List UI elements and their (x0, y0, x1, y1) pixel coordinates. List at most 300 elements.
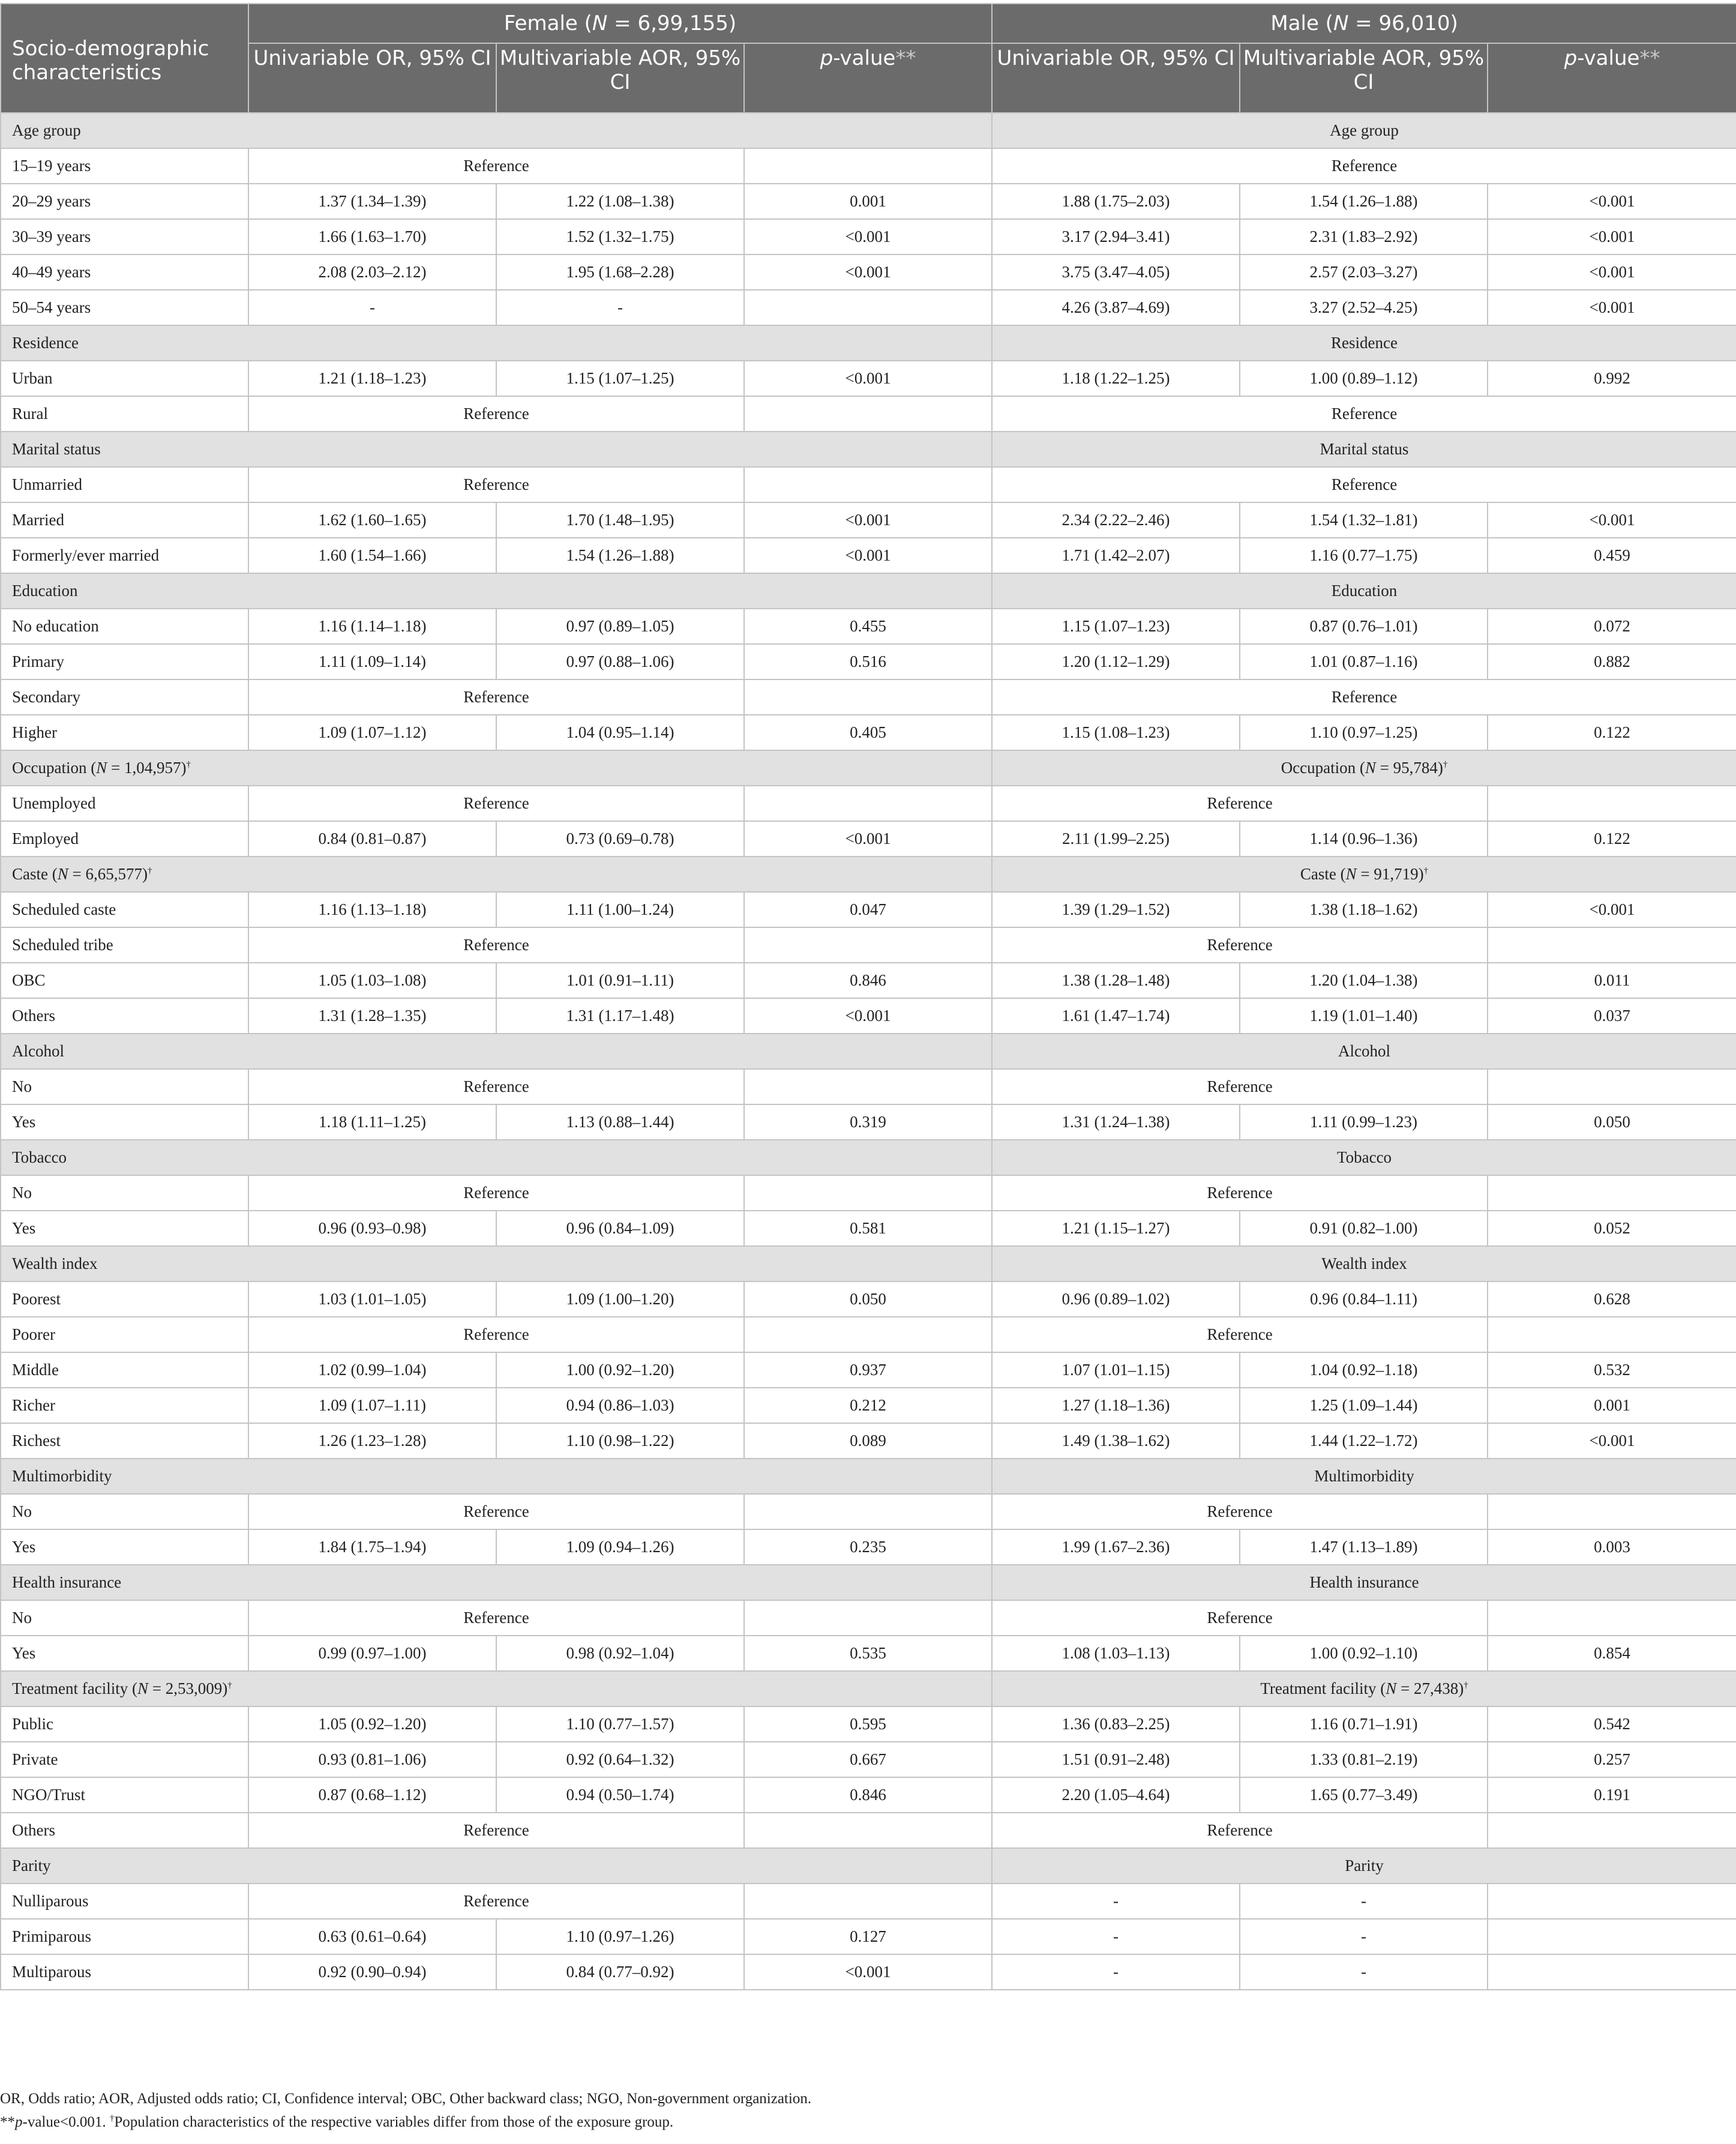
male-aor: 3.27 (2.52–4.25) (1240, 290, 1488, 325)
male-or: 1.07 (1.01–1.15) (992, 1352, 1240, 1388)
section-label-male (992, 1034, 1736, 1069)
male-pvalue: <0.001 (1488, 219, 1736, 254)
female-pvalue: 0.535 (744, 1636, 992, 1671)
female-pvalue: 0.127 (744, 1919, 992, 1954)
table-row (1, 361, 1736, 396)
female-reference: Reference (248, 1175, 744, 1211)
female-pvalue (744, 148, 992, 184)
section-n-symbol: N (1345, 865, 1357, 883)
section-label-text: Age group (12, 121, 81, 139)
section-label-text: Age group (1330, 121, 1399, 139)
female-pvalue: 0.047 (744, 892, 992, 927)
male-pvalue (1488, 1884, 1736, 1919)
female-or: - (248, 290, 496, 325)
female-pvalue: 0.235 (744, 1529, 992, 1565)
section-label-text: Occupation ( (12, 759, 97, 777)
female-pvalue (744, 1600, 992, 1636)
row-label: Nulliparous (1, 1884, 248, 1919)
section-n-symbol: N (1386, 1679, 1397, 1697)
section-row (1, 1246, 1736, 1281)
male-or: 1.51 (0.91–2.48) (992, 1742, 1240, 1777)
female-aor: 0.73 (0.69–0.78) (496, 821, 744, 857)
male-pvalue: <0.001 (1488, 502, 1736, 538)
female-aor: 1.22 (1.08–1.38) (496, 184, 744, 219)
male-reference: Reference (992, 1175, 1488, 1211)
male-reference: Reference (992, 396, 1736, 432)
female-aor: 1.52 (1.32–1.75) (496, 219, 744, 254)
section-label-male (992, 432, 1736, 467)
female-aor: 1.09 (0.94–1.26) (496, 1529, 744, 1565)
table-row (1, 1954, 1736, 1990)
row-label: Others (1, 998, 248, 1034)
female-pvalue (744, 1494, 992, 1529)
male-pvalue: 0.003 (1488, 1529, 1736, 1565)
section-dagger: † (227, 1681, 232, 1690)
female-or: 0.96 (0.93–0.98) (248, 1211, 496, 1246)
female-pvalue: <0.001 (744, 219, 992, 254)
row-label: Unemployed (1, 786, 248, 821)
male-pvalue (1488, 1954, 1736, 1990)
table-row (1, 1175, 1736, 1211)
female-pvalue: <0.001 (744, 254, 992, 290)
row-label: Richest (1, 1423, 248, 1459)
table-row (1, 219, 1736, 254)
male-aor: 1.04 (0.92–1.18) (1240, 1352, 1488, 1388)
female-pvalue: 0.595 (744, 1706, 992, 1742)
section-n-value: = 91,719) (1356, 865, 1424, 883)
section-label-text: Tobacco (1337, 1148, 1392, 1166)
female-pvalue: 0.846 (744, 963, 992, 998)
male-or: 2.34 (2.22–2.46) (992, 502, 1240, 538)
female-aor: 0.97 (0.88–1.06) (496, 644, 744, 679)
male-reference: Reference (992, 467, 1736, 502)
table-row (1, 396, 1736, 432)
female-or: 1.09 (1.07–1.11) (248, 1388, 496, 1423)
male-post: = 96,010) (1348, 11, 1458, 35)
male-pvalue: 0.072 (1488, 609, 1736, 644)
female-aor: 1.15 (1.07–1.25) (496, 361, 744, 396)
female-or: 1.37 (1.34–1.39) (248, 184, 496, 219)
header-male-univariable: Univariable OR, 95% CI (992, 43, 1240, 113)
male-or: 1.71 (1.42–2.07) (992, 538, 1240, 573)
table-row (1, 1884, 1736, 1919)
section-label-text: Wealth index (12, 1254, 98, 1272)
male-aor: 1.00 (0.89–1.12) (1240, 361, 1488, 396)
male-pvalue: 0.257 (1488, 1742, 1736, 1777)
female-or: 1.31 (1.28–1.35) (248, 998, 496, 1034)
section-row (1, 573, 1736, 609)
male-or: 1.88 (1.75–2.03) (992, 184, 1240, 219)
female-reference: Reference (248, 679, 744, 715)
section-label-text: Residence (12, 334, 79, 352)
male-or: - (992, 1919, 1240, 1954)
table-row (1, 1636, 1736, 1671)
footnote-pvalue-text: -value<0.001. (22, 2114, 110, 2130)
male-pvalue (1488, 1069, 1736, 1104)
female-aor: 1.04 (0.95–1.14) (496, 715, 744, 750)
male-aor: 1.38 (1.18–1.62) (1240, 892, 1488, 927)
section-label-female (1, 1565, 992, 1600)
section-row (1, 1671, 1736, 1706)
male-reference: Reference (992, 1600, 1488, 1636)
female-pvalue (744, 290, 992, 325)
section-label-male (992, 1848, 1736, 1884)
male-aor: 1.44 (1.22–1.72) (1240, 1423, 1488, 1459)
male-aor: 1.11 (0.99–1.23) (1240, 1104, 1488, 1140)
section-row (1, 432, 1736, 467)
row-label: 40–49 years (1, 254, 248, 290)
male-or: 1.38 (1.28–1.48) (992, 963, 1240, 998)
p-text: -value (833, 46, 896, 70)
table-row (1, 963, 1736, 998)
male-pvalue: 0.052 (1488, 1211, 1736, 1246)
female-or: 1.05 (1.03–1.08) (248, 963, 496, 998)
male-or: 1.39 (1.29–1.52) (992, 892, 1240, 927)
section-label-female (1, 1246, 992, 1281)
male-aor: 1.14 (0.96–1.36) (1240, 821, 1488, 857)
male-aor: 1.01 (0.87–1.16) (1240, 644, 1488, 679)
section-dagger: † (186, 760, 191, 769)
female-aor: 0.94 (0.86–1.03) (496, 1388, 744, 1423)
table-row (1, 927, 1736, 963)
male-or: 1.18 (1.22–1.25) (992, 361, 1240, 396)
male-aor: 1.47 (1.13–1.89) (1240, 1529, 1488, 1565)
section-row (1, 1459, 1736, 1494)
header-female-univariable: Univariable OR, 95% CI (248, 43, 496, 113)
male-or: 2.20 (1.05–4.64) (992, 1777, 1240, 1813)
male-aor: - (1240, 1884, 1488, 1919)
female-or: 1.09 (1.07–1.12) (248, 715, 496, 750)
section-label-female (1, 857, 992, 892)
male-aor: 1.25 (1.09–1.44) (1240, 1388, 1488, 1423)
male-reference: Reference (992, 1813, 1488, 1848)
female-pvalue: 0.455 (744, 609, 992, 644)
male-aor: 2.57 (2.03–3.27) (1240, 254, 1488, 290)
female-aor: 0.96 (0.84–1.09) (496, 1211, 744, 1246)
footnote-abbreviations (0, 2091, 811, 2107)
male-reference: Reference (992, 927, 1488, 963)
section-label-male (992, 750, 1736, 786)
female-pvalue (744, 1813, 992, 1848)
female-pre: Female ( (503, 11, 592, 35)
row-label: No (1, 1494, 248, 1529)
section-label-text: Multimorbidity (12, 1467, 112, 1485)
row-label: Higher (1, 715, 248, 750)
section-row (1, 857, 1736, 892)
row-label: Richer (1, 1388, 248, 1423)
table-row (1, 1281, 1736, 1317)
table-body (1, 113, 1736, 1990)
female-aor: 1.09 (1.00–1.20) (496, 1281, 744, 1317)
male-n: N (1333, 11, 1349, 35)
section-label-female (1, 1140, 992, 1175)
female-pvalue: <0.001 (744, 502, 992, 538)
row-label: Secondary (1, 679, 248, 715)
female-or: 1.66 (1.63–1.70) (248, 219, 496, 254)
female-pvalue: 0.089 (744, 1423, 992, 1459)
section-row (1, 1565, 1736, 1600)
male-or: 3.75 (3.47–4.05) (992, 254, 1240, 290)
table-row (1, 1742, 1736, 1777)
female-aor: 1.95 (1.68–2.28) (496, 254, 744, 290)
table-row (1, 679, 1736, 715)
male-aor: 1.10 (0.97–1.25) (1240, 715, 1488, 750)
male-pvalue: 0.001 (1488, 1388, 1736, 1423)
male-reference: Reference (992, 148, 1736, 184)
table-container (0, 3, 1736, 1990)
male-or: 4.26 (3.87–4.69) (992, 290, 1240, 325)
section-label-text: Occupation ( (1281, 759, 1365, 777)
p-stars: ** (1639, 46, 1660, 70)
female-post: = 6,99,155) (607, 11, 737, 35)
row-label: Public (1, 1706, 248, 1742)
table-row (1, 184, 1736, 219)
female-pvalue (744, 396, 992, 432)
section-label-text: Parity (12, 1856, 51, 1874)
row-label: No (1, 1175, 248, 1211)
female-aor: 1.13 (0.88–1.44) (496, 1104, 744, 1140)
section-n-value: = 95,784) (1375, 759, 1443, 777)
table-row (1, 290, 1736, 325)
male-pvalue (1488, 1494, 1736, 1529)
female-pvalue (744, 1884, 992, 1919)
female-pvalue: 0.516 (744, 644, 992, 679)
header-male-multivariable: Multivariable AOR, 95% CI (1240, 43, 1488, 113)
female-or: 1.18 (1.11–1.25) (248, 1104, 496, 1140)
section-label-text: Marital status (1320, 440, 1409, 458)
row-label: Yes (1, 1529, 248, 1565)
female-pvalue: 0.212 (744, 1388, 992, 1423)
table-row (1, 1104, 1736, 1140)
section-label-text: Multimorbidity (1314, 1467, 1414, 1485)
row-label: Rural (1, 396, 248, 432)
section-row (1, 1034, 1736, 1069)
section-label-male (992, 1459, 1736, 1494)
male-or: 1.21 (1.15–1.27) (992, 1211, 1240, 1246)
row-label: Yes (1, 1636, 248, 1671)
row-label: Scheduled caste (1, 892, 248, 927)
row-label: Scheduled tribe (1, 927, 248, 963)
p-stars: ** (895, 46, 916, 70)
table-row (1, 1529, 1736, 1565)
table-header (1, 4, 1736, 113)
male-aor: 1.54 (1.26–1.88) (1240, 184, 1488, 219)
header-female-pvalue (744, 43, 992, 113)
female-n: N (592, 11, 608, 35)
male-or: 0.96 (0.89–1.02) (992, 1281, 1240, 1317)
female-reference: Reference (248, 1317, 744, 1352)
male-or: 1.99 (1.67–2.36) (992, 1529, 1240, 1565)
male-pvalue: 0.050 (1488, 1104, 1736, 1140)
section-label-female (1, 573, 992, 609)
table-row (1, 1317, 1736, 1352)
section-label-male (992, 325, 1736, 361)
male-pvalue (1488, 786, 1736, 821)
section-label-female (1, 1459, 992, 1494)
section-label-male (992, 113, 1736, 148)
row-label: No (1, 1600, 248, 1636)
footnote-stars: ** (0, 2114, 15, 2130)
table-row (1, 1211, 1736, 1246)
female-aor: 1.10 (0.97–1.26) (496, 1919, 744, 1954)
male-aor: - (1240, 1954, 1488, 1990)
row-label: No (1, 1069, 248, 1104)
female-aor: 1.10 (0.77–1.57) (496, 1706, 744, 1742)
male-pvalue (1488, 1317, 1736, 1352)
table-row (1, 609, 1736, 644)
male-pvalue: 0.542 (1488, 1706, 1736, 1742)
section-n-symbol: N (1365, 759, 1376, 777)
section-dagger: † (1464, 1681, 1468, 1690)
female-aor: 1.54 (1.26–1.88) (496, 538, 744, 573)
section-label-male (992, 1246, 1736, 1281)
section-label-female (1, 1848, 992, 1884)
row-label: Urban (1, 361, 248, 396)
male-aor: 1.33 (0.81–2.19) (1240, 1742, 1488, 1777)
female-pvalue: <0.001 (744, 821, 992, 857)
male-aor: 1.16 (0.77–1.75) (1240, 538, 1488, 573)
male-pvalue (1488, 1813, 1736, 1848)
female-reference: Reference (248, 1600, 744, 1636)
header-characteristics (1, 4, 248, 113)
table-row (1, 502, 1736, 538)
male-reference: Reference (992, 679, 1736, 715)
header-male (992, 4, 1736, 43)
female-reference: Reference (248, 396, 744, 432)
section-n-value: = 27,438) (1396, 1679, 1464, 1697)
table-row (1, 715, 1736, 750)
female-or: 1.60 (1.54–1.66) (248, 538, 496, 573)
table-row (1, 1388, 1736, 1423)
female-or: 2.08 (2.03–2.12) (248, 254, 496, 290)
row-label: Employed (1, 821, 248, 857)
male-or: 3.17 (2.94–3.41) (992, 219, 1240, 254)
female-pvalue (744, 467, 992, 502)
footnote-significance (0, 2114, 673, 2131)
section-n-value: = 6,65,577) (68, 865, 148, 883)
row-label: NGO/Trust (1, 1777, 248, 1813)
row-label: No education (1, 609, 248, 644)
female-aor: 1.00 (0.92–1.20) (496, 1352, 744, 1388)
female-reference: Reference (248, 1494, 744, 1529)
female-or: 1.11 (1.09–1.14) (248, 644, 496, 679)
female-or: 1.21 (1.18–1.23) (248, 361, 496, 396)
section-label-text: Health insurance (12, 1573, 122, 1591)
male-pvalue: 0.037 (1488, 998, 1736, 1034)
female-aor: 1.11 (1.00–1.24) (496, 892, 744, 927)
section-label-male (992, 1565, 1736, 1600)
table-row (1, 1352, 1736, 1388)
section-label-text: Alcohol (1338, 1042, 1391, 1060)
male-reference: Reference (992, 1494, 1488, 1529)
female-aor: 1.70 (1.48–1.95) (496, 502, 744, 538)
section-row (1, 1140, 1736, 1175)
male-aor: 1.16 (0.71–1.91) (1240, 1706, 1488, 1742)
female-pvalue (744, 1069, 992, 1104)
section-row (1, 325, 1736, 361)
male-aor: 2.31 (1.83–2.92) (1240, 219, 1488, 254)
row-label: Married (1, 502, 248, 538)
female-pvalue (744, 1317, 992, 1352)
male-aor: 0.87 (0.76–1.01) (1240, 609, 1488, 644)
female-pvalue (744, 1175, 992, 1211)
section-dagger: † (147, 866, 152, 876)
section-row (1, 1848, 1736, 1884)
table-row (1, 467, 1736, 502)
male-or: 1.49 (1.38–1.62) (992, 1423, 1240, 1459)
female-or: 0.92 (0.90–0.94) (248, 1954, 496, 1990)
male-or: 1.15 (1.08–1.23) (992, 715, 1240, 750)
row-label: Multiparous (1, 1954, 248, 1990)
section-label-male (992, 857, 1736, 892)
section-label-male (992, 1140, 1736, 1175)
male-aor: 1.19 (1.01–1.40) (1240, 998, 1488, 1034)
section-label-text: Parity (1345, 1856, 1384, 1874)
row-label: 50–54 years (1, 290, 248, 325)
male-aor: - (1240, 1919, 1488, 1954)
row-label: Yes (1, 1104, 248, 1140)
row-label: Middle (1, 1352, 248, 1388)
female-pvalue: <0.001 (744, 361, 992, 396)
section-label-male (992, 573, 1736, 609)
female-aor: 0.94 (0.50–1.74) (496, 1777, 744, 1813)
female-or: 1.26 (1.23–1.28) (248, 1423, 496, 1459)
male-or: 1.27 (1.18–1.36) (992, 1388, 1240, 1423)
female-pvalue: 0.937 (744, 1352, 992, 1388)
female-aor: 1.10 (0.98–1.22) (496, 1423, 744, 1459)
male-or: 1.36 (0.83–2.25) (992, 1706, 1240, 1742)
female-pvalue: 0.319 (744, 1104, 992, 1140)
footnote-population-text: Population characteristics of the respective variables differ from those of the exposure group. (114, 2114, 674, 2130)
row-label: 30–39 years (1, 219, 248, 254)
row-label: Yes (1, 1211, 248, 1246)
table-row (1, 254, 1736, 290)
section-label-text: Treatment facility ( (12, 1679, 137, 1697)
female-reference: Reference (248, 467, 744, 502)
section-row (1, 113, 1736, 148)
female-or: 1.84 (1.75–1.94) (248, 1529, 496, 1565)
section-label-female (1, 432, 992, 467)
female-pvalue: 0.050 (744, 1281, 992, 1317)
table-row (1, 538, 1736, 573)
section-label-text: Treatment facility ( (1260, 1679, 1386, 1697)
section-label-text: Marital status (12, 440, 101, 458)
male-pvalue: <0.001 (1488, 184, 1736, 219)
p-italic: p (820, 46, 833, 70)
male-pvalue: 0.122 (1488, 821, 1736, 857)
section-label-text: Alcohol (12, 1042, 64, 1060)
row-label: Formerly/ever married (1, 538, 248, 573)
section-label-text: Education (1331, 582, 1398, 600)
row-label: Poorer (1, 1317, 248, 1352)
section-label-text: Health insurance (1309, 1573, 1419, 1591)
section-label-female (1, 1671, 992, 1706)
female-pvalue: <0.001 (744, 538, 992, 573)
female-reference: Reference (248, 1069, 744, 1104)
row-label: Unmarried (1, 467, 248, 502)
male-pvalue: 0.628 (1488, 1281, 1736, 1317)
female-or: 1.16 (1.13–1.18) (248, 892, 496, 927)
female-aor: 0.97 (0.89–1.05) (496, 609, 744, 644)
male-pvalue: 0.122 (1488, 715, 1736, 750)
female-aor: 1.01 (0.91–1.11) (496, 963, 744, 998)
male-or: 1.20 (1.12–1.29) (992, 644, 1240, 679)
footnote-p: p (15, 2114, 23, 2130)
row-label: Primiparous (1, 1919, 248, 1954)
female-aor: 1.31 (1.17–1.48) (496, 998, 744, 1034)
male-pvalue: <0.001 (1488, 254, 1736, 290)
female-pvalue: 0.846 (744, 1777, 992, 1813)
